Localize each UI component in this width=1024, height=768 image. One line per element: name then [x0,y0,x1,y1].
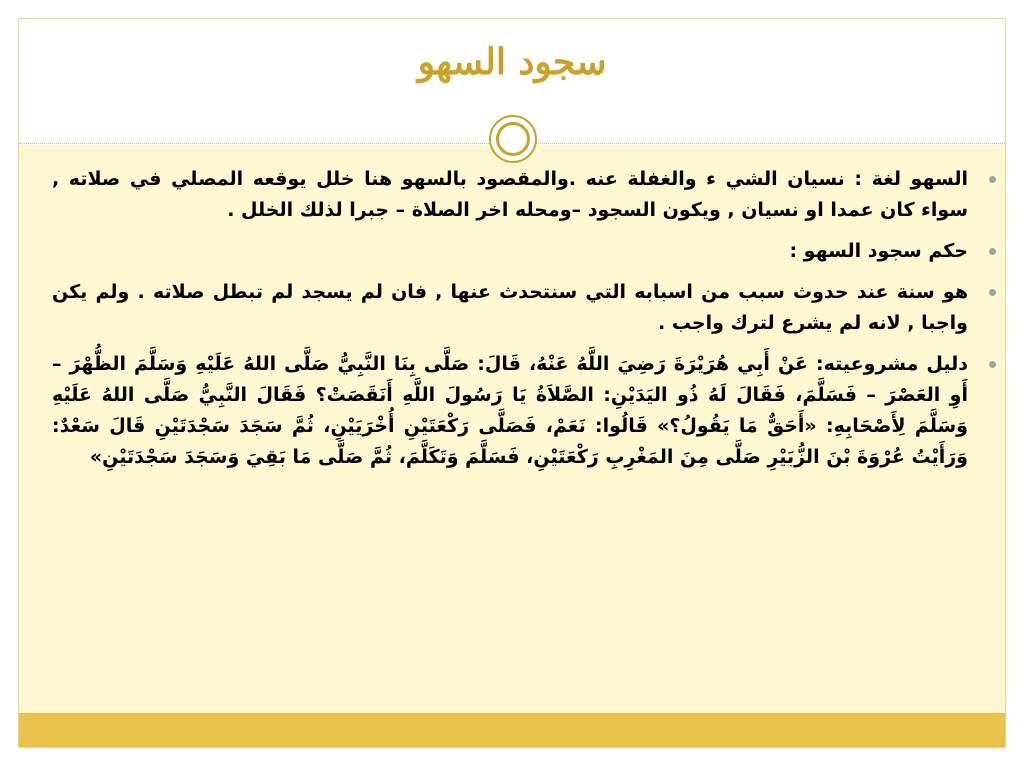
bullet-list [52,164,982,483]
bullet-item [52,164,982,226]
bullet-text: السهو لغة : نسيان الشي ء والغفلة عنه .والمقصود بالسهو هنا خلل يوقعه المصلي في صلاته , سواء كان عمدا او نسيان , ويكون السجود –ومحله اخر الصلاة – جبرا لذلك الخلل . [52,168,968,221]
bullet-dot-icon [989,361,996,368]
bullet-item [52,349,982,473]
bullet-text: دليل مشروعيته: عَنْ أَبِي هُرَيْرَةَ رَضِيَ اللَّهُ عَنْهُ، قَالَ: صَلَّى بِنَا النَّبِيُّ صَلَّى اللهُ عَلَيْهِ وَسَلَّمَ الظُّهْرَ – أَوِ العَصْرَ – فَسَلَّمَ، فَقَالَ لَهُ ذُو اليَدَيْنِ: الصَّلاَةُ يَا رَسُولَ اللَّهِ أَنَقَصَتْ؟ فَقَالَ النَّبِيُّ صَلَّى اللهُ عَلَيْهِ وَسَلَّمَ لِأَصْحَابِهِ: «أَحَقٌّ مَا يَقُولُ؟» قَالُوا: نَعَمْ، فَصَلَّى رَكْعَتَيْنِ أُخْرَيَيْنِ، ثُمَّ سَجَدَ سَجْدَتَيْنِ قَالَ سَعْدٌ: وَرَأَيْتُ عُرْوَةَ بْنَ الزُّبَيْرِ صَلَّى مِنَ المَغْرِبِ رَكْعَتَيْنِ، فَسَلَّمَ وَتَكَلَّمَ، ثُمَّ صَلَّى مَا بَقِيَ وَسَجَدَ سَجْدَتَيْنِ» [52,353,968,468]
ring-ornament-icon [489,115,537,163]
bullet-dot-icon [989,248,996,255]
bullet-text: هو سنة عند حدوث سبب من اسبابه التي سنتحدث عنها , فان لم يسجد لم تبطل صلاته . ولم يكن واجبا , لانه لم يشرع لترك واجب . [52,281,968,334]
bullet-item [52,277,982,339]
bullet-item [52,236,982,267]
slide-title: سجود السهو [417,41,607,83]
bottom-band [19,713,1005,747]
bullet-dot-icon [989,176,996,183]
bullet-text: حكم سجود السهو : [789,240,968,262]
bullet-dot-icon [989,289,996,296]
